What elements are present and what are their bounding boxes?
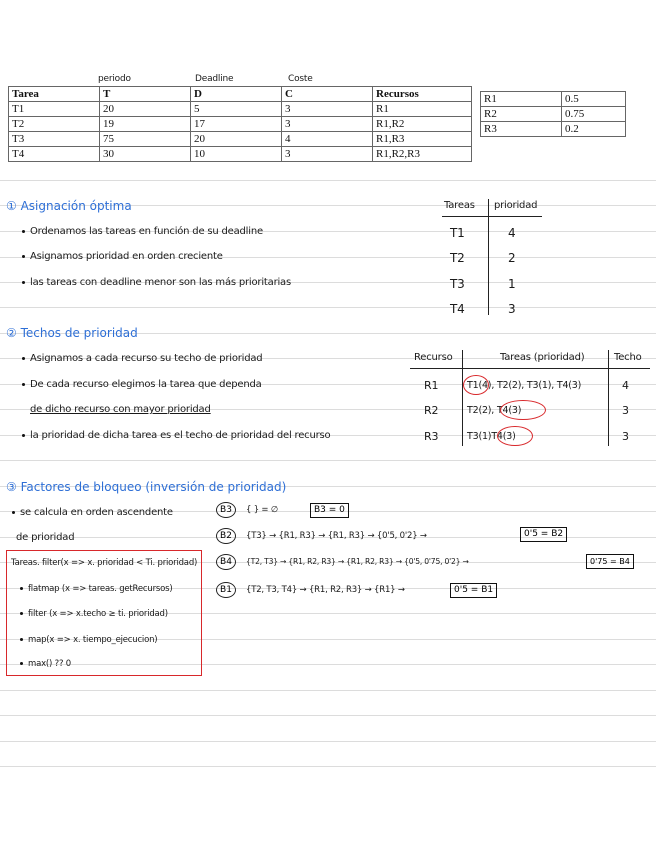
divider (608, 350, 609, 446)
cell: 5 (191, 102, 282, 117)
ceiling-value: 4 (622, 379, 629, 392)
section1-title: ① Asignación óptima (6, 199, 132, 213)
resource-table (480, 91, 626, 137)
code-line: flatmap (x => tareas. getRecursos) (20, 584, 172, 594)
cell: R1 (481, 92, 562, 107)
section2-title: ② Techos de prioridad (6, 326, 138, 340)
ceiling-value: 3 (622, 404, 629, 417)
cell: T4 (9, 147, 100, 162)
section1-bullet: las tareas con deadline menor son las más prioritarias (22, 277, 291, 288)
table-row (481, 122, 626, 137)
cell: T1 (9, 102, 100, 117)
divider (410, 368, 650, 369)
ceiling-resource: R2 (424, 404, 439, 417)
cell: R1 (373, 102, 472, 117)
divider (488, 199, 489, 315)
priority-value: 4 (508, 226, 516, 240)
cell: R2 (481, 107, 562, 122)
section2-bullet: Asignamos a cada recurso su techo de prioridad (22, 353, 262, 364)
section1-bullet: Ordenamos las tareas en función de su deadline (22, 226, 263, 237)
factor-label: B3 (216, 502, 236, 518)
code-line: filter (x => x.techo ≥ ti. prioridad) (20, 609, 168, 619)
ceiling-resource: R3 (424, 430, 439, 443)
priority-table-header-prioridad: prioridad (494, 200, 538, 211)
cell: 0.75 (562, 107, 626, 122)
table-row (481, 107, 626, 122)
red-circle (497, 426, 533, 446)
factor-result: 0'5 = B2 (520, 527, 567, 542)
priority-task: T4 (450, 302, 465, 316)
cell: 0.2 (562, 122, 626, 137)
code-line: max() ?? 0 (20, 659, 71, 669)
factor-expression: {T2, T3} → {R1, R2, R3} → {R1, R2, R3} → {0'5, 0'75, 0'2} → (246, 557, 469, 566)
th-recursos: Recursos (373, 87, 472, 102)
divider (462, 350, 463, 446)
cell: 20 (191, 132, 282, 147)
circled-max-task: T4(3) (496, 405, 522, 416)
th-t: T (100, 87, 191, 102)
factor-expression: {T2, T3, T4} → {R1, R2, R3} → {R1} → (246, 585, 405, 595)
priority-table-header-tareas: Tareas (444, 200, 475, 211)
section3-bullet: se calcula en orden ascendente (12, 507, 173, 518)
circled-max-task: T4(3) (491, 431, 516, 442)
factor-result: 0'75 = B4 (586, 554, 634, 569)
th-tarea: Tarea (9, 87, 100, 102)
code-line: map(x => x. tiempo_ejecucion) (20, 635, 157, 645)
cell: 0.5 (562, 92, 626, 107)
ceiling-header-recurso: Recurso (414, 352, 453, 363)
factor-result: B3 = 0 (310, 503, 349, 518)
divider (442, 216, 542, 217)
table-row (9, 102, 472, 117)
section3-bullet-cont: de prioridad (16, 532, 75, 543)
factor-expression: {T3} → {R1, R3} → {R1, R3} → {0'5, 0'2} → (246, 531, 427, 541)
priority-value: 2 (508, 251, 516, 265)
factor-label: B2 (216, 528, 236, 544)
factor-expression: { } = ∅ (246, 505, 279, 515)
cell: R1,R3 (373, 132, 472, 147)
cell: R3 (481, 122, 562, 137)
annotation-periodo: periodo (98, 74, 131, 84)
factor-label: B1 (216, 582, 236, 598)
cell: 20 (100, 102, 191, 117)
cell: 3 (282, 117, 373, 132)
section1-bullet: Asignamos prioridad en orden creciente (22, 251, 223, 262)
cell: 17 (191, 117, 282, 132)
section2-bullet-cont: de dicho recurso con mayor prioridad (30, 404, 211, 415)
priority-task: T2 (450, 251, 465, 265)
priority-task: T3 (450, 277, 465, 291)
section2-bullet: la prioridad de dicha tarea es el techo de prioridad del recurso (22, 430, 330, 441)
th-c: C (282, 87, 373, 102)
cell: R1,R2,R3 (373, 147, 472, 162)
th-d: D (191, 87, 282, 102)
cell: 19 (100, 117, 191, 132)
ceiling-tasks: T2(2), T4(3) (467, 405, 522, 416)
code-line: Tareas. filter(x => x. prioridad < Ti. prioridad) (11, 558, 198, 568)
table-row (9, 132, 472, 147)
cell: T2 (9, 117, 100, 132)
factor-result: 0'5 = B1 (450, 583, 497, 598)
table-row (9, 147, 472, 162)
cell: 4 (282, 132, 373, 147)
task-table (8, 86, 472, 162)
section2-bullet: De cada recurso elegimos la tarea que dependa (22, 379, 262, 390)
circled-max-task: T1(4) (467, 380, 492, 391)
ceiling-header-tareas: Tareas (prioridad) (500, 352, 585, 363)
red-circle (463, 375, 492, 395)
cell: 10 (191, 147, 282, 162)
factor-label: B4 (216, 554, 236, 570)
section3-title: ③ Factores de bloqueo (inversión de prioridad) (6, 480, 287, 494)
priority-value: 3 (508, 302, 516, 316)
cell: 3 (282, 147, 373, 162)
priority-value: 1 (508, 277, 516, 291)
ceiling-value: 3 (622, 430, 629, 443)
cell: 75 (100, 132, 191, 147)
ceiling-tasks: T1(4), T2(2), T3(1), T4(3) (467, 380, 582, 391)
cell: R1,R2 (373, 117, 472, 132)
red-circle (500, 400, 546, 420)
ceiling-resource: R1 (424, 379, 439, 392)
annotation-deadline: Deadline (195, 74, 234, 84)
cell: 3 (282, 102, 373, 117)
annotation-coste: Coste (288, 74, 313, 84)
ceiling-tasks: T3(1)T4(3) (467, 431, 516, 442)
table-row (481, 92, 626, 107)
priority-task: T1 (450, 226, 465, 240)
ceiling-header-techo: Techo (614, 352, 642, 363)
cell: T3 (9, 132, 100, 147)
cell: 30 (100, 147, 191, 162)
table-row (9, 117, 472, 132)
task-table-header (9, 87, 472, 102)
